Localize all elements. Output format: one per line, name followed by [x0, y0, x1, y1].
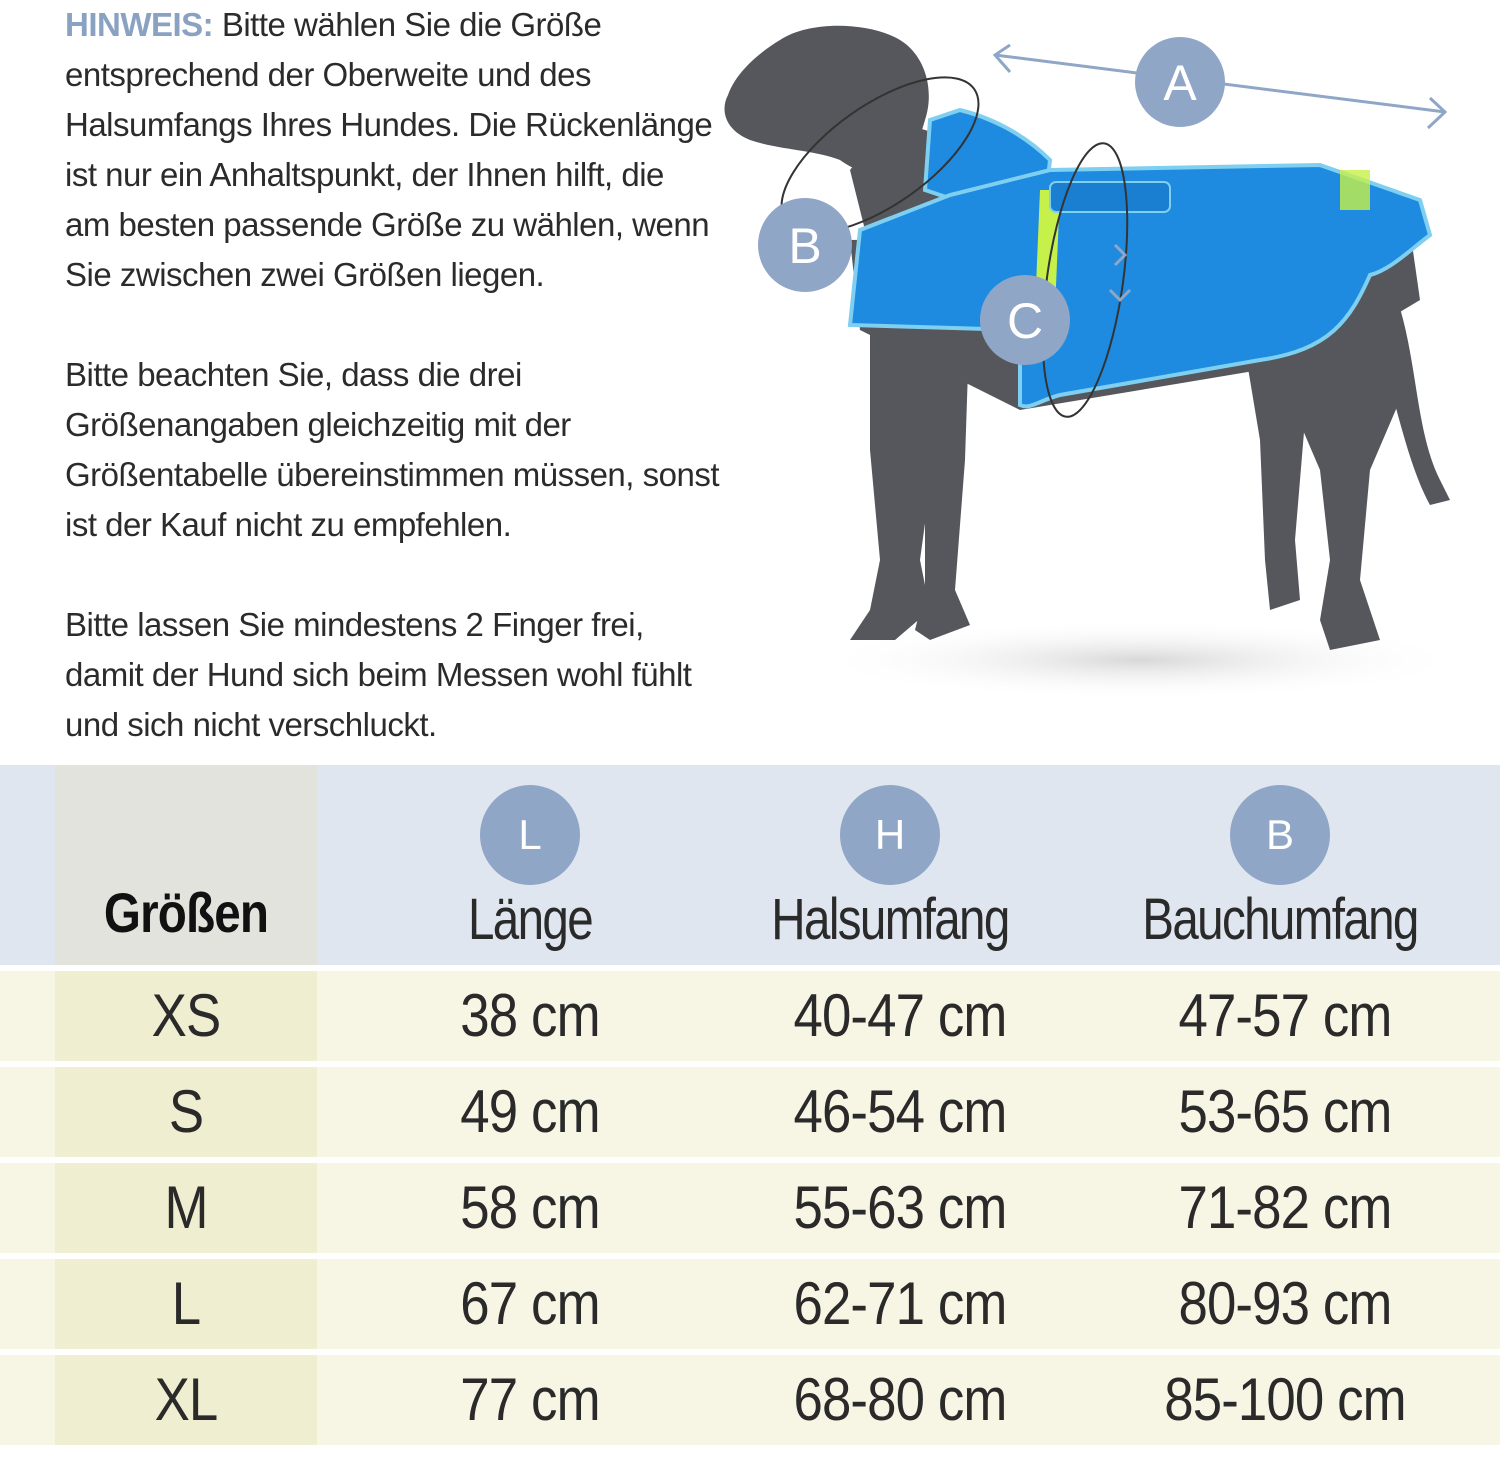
length-label: Länge	[467, 887, 593, 952]
notes-line: Bitte beachten Sie, dass die drei	[65, 356, 522, 393]
notes-line: ist nur ein Anhaltspunkt, der Ihnen hilft, die	[65, 156, 664, 193]
belly-cell: 47-57 cm	[1178, 982, 1392, 1049]
notes-line: damit der Hund sich beim Messen wohl fühlt	[65, 656, 692, 693]
belly-cell: 53-65 cm	[1178, 1078, 1392, 1145]
notes-line: Größenangaben gleichzeitig mit der	[65, 406, 571, 443]
neck-column-header	[740, 765, 1040, 965]
svg-text:C: C	[1006, 293, 1044, 349]
svg-text:A: A	[1163, 55, 1197, 111]
neck-cell: 55-63 cm	[793, 1174, 1007, 1241]
length-cell: 77 cm	[460, 1366, 600, 1433]
notes-line: am besten passende Größe zu wählen, wenn	[65, 206, 710, 243]
notes-line: ist der Kauf nicht zu empfehlen.	[65, 506, 512, 543]
notes-line: Bitte wählen Sie die Größe	[213, 6, 602, 43]
svg-text:B: B	[788, 218, 822, 274]
size-cell: XL	[154, 1366, 218, 1433]
dog-raincoat-illustration	[720, 0, 1500, 740]
length-cell: 38 cm	[460, 982, 600, 1049]
hint-label: HINWEIS:	[65, 6, 214, 43]
size-cell: S	[168, 1078, 204, 1145]
size-table	[0, 765, 1500, 1461]
length-cell: 49 cm	[460, 1078, 600, 1145]
table-row	[0, 1259, 1500, 1349]
notes-paragraph-2	[65, 350, 725, 550]
neck-cell: 46-54 cm	[793, 1078, 1007, 1145]
neck-label: Halsumfang	[771, 887, 1009, 952]
notes-line: und sich nicht verschluckt.	[65, 706, 437, 743]
table-row	[0, 1067, 1500, 1157]
notes-paragraph-3	[65, 600, 725, 750]
notes-line: Bitte lassen Sie mindestens 2 Finger frei,	[65, 606, 644, 643]
neck-cell: 68-80 cm	[793, 1366, 1007, 1433]
neck-cell: 62-71 cm	[793, 1270, 1007, 1337]
neck-badge: H	[840, 785, 940, 885]
belly-cell: 85-100 cm	[1164, 1366, 1406, 1433]
belly-cell: 80-93 cm	[1178, 1270, 1392, 1337]
table-row	[0, 1355, 1500, 1445]
notes-line: Sie zwischen zwei Größen liegen.	[65, 256, 545, 293]
size-cell: L	[171, 1270, 201, 1337]
table-header	[0, 765, 1500, 965]
marker-c	[980, 275, 1070, 365]
marker-a	[1135, 37, 1225, 127]
length-badge: L	[480, 785, 580, 885]
table-row	[0, 971, 1500, 1061]
size-notes	[65, 0, 725, 800]
size-cell: XS	[151, 982, 221, 1049]
notes-line: Halsumfangs Ihres Hundes. Die Rückenlänge	[65, 106, 713, 143]
notes-line: Größentabelle übereinstimmen müssen, sonst	[65, 456, 719, 493]
marker-b	[758, 198, 852, 292]
belly-cell: 71-82 cm	[1178, 1174, 1392, 1241]
size-column-header: Größen	[103, 881, 269, 944]
size-cell: M	[164, 1174, 208, 1241]
notes-paragraph-1	[65, 0, 725, 300]
length-column-header	[380, 765, 680, 965]
belly-column-header	[1110, 765, 1450, 965]
length-cell: 58 cm	[460, 1174, 600, 1241]
belly-badge: B	[1230, 785, 1330, 885]
table-row	[0, 1163, 1500, 1253]
neck-cell: 40-47 cm	[793, 982, 1007, 1049]
belly-label: Bauchumfang	[1142, 887, 1418, 952]
length-cell: 67 cm	[460, 1270, 600, 1337]
notes-line: entsprechend der Oberweite und des	[65, 56, 592, 93]
